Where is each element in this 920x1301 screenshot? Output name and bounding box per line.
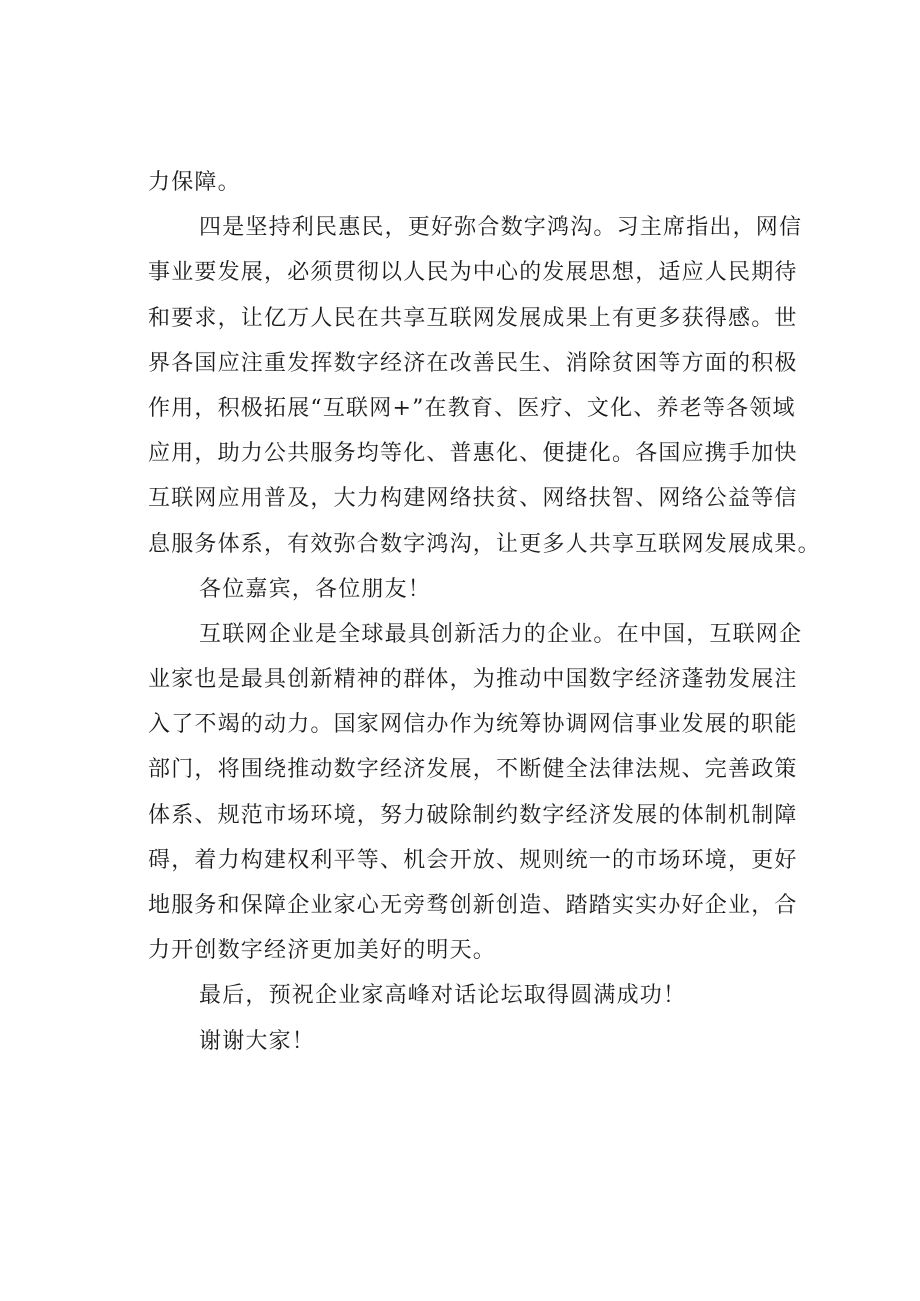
text-line: 体系、规范市场环境，努力破除制约数字经济发展的体制机制障: [148, 802, 798, 828]
text-line: 事业要发展，必须贯彻以人民为中心的发展思想，适应人民期待: [148, 260, 798, 286]
closing-wish-line: 最后，预祝企业家高峰对话论坛取得圆满成功！: [199, 983, 687, 1009]
greeting-line: 各位嘉宾，各位朋友！: [199, 576, 432, 602]
text-line: 应用，助力公共服务均等化、普惠化、便捷化。各国应携手加快: [148, 441, 798, 467]
document-body: [148, 160, 828, 1064]
text-line: 力开创数字经济更加美好的明天。: [148, 938, 497, 964]
paragraph-first-line: 互联网企业是全球最具创新活力的企业。在中国，互联网企: [199, 621, 803, 647]
text-line: 地服务和保障企业家心无旁骛创新创造、踏踏实实办好企业，合: [148, 893, 798, 918]
text-line: 息服务体系，有效弥合数字鸿沟，让更多人共享互联网发展成果。: [148, 531, 821, 557]
text-line: 互联网应用普及，大力构建网络扶贫、网络扶智、网络公益等信: [148, 486, 798, 512]
text-line: 业家也是最具创新精神的群体，为推动中国数字经济蓬勃发展注: [148, 667, 798, 693]
text-line: 部门，将围绕推动数字经济发展，不断健全法律法规、完善政策: [148, 757, 798, 783]
text-line: 力保障。: [148, 170, 241, 195]
text-line: 碍，着力构建权利平等、机会开放、规则统一的市场环境，更好: [148, 847, 798, 873]
text-line: 作用，积极拓展“互联网+”在教育、医疗、文化、养老等各领域: [148, 395, 796, 421]
text-line: 和要求，让亿万人民在共享互联网发展成果上有更多获得感。世: [148, 305, 798, 331]
paragraph-first-line: 四是坚持利民惠民，更好弥合数字鸿沟。习主席指出，网信: [199, 215, 803, 241]
text-line: 入了不竭的动力。国家网信办作为统筹协调网信事业发展的职能: [148, 712, 798, 738]
thanks-line: 谢谢大家！: [199, 1028, 316, 1054]
text-line: 界各国应注重发挥数字经济在改善民生、消除贫困等方面的积极: [148, 350, 798, 376]
